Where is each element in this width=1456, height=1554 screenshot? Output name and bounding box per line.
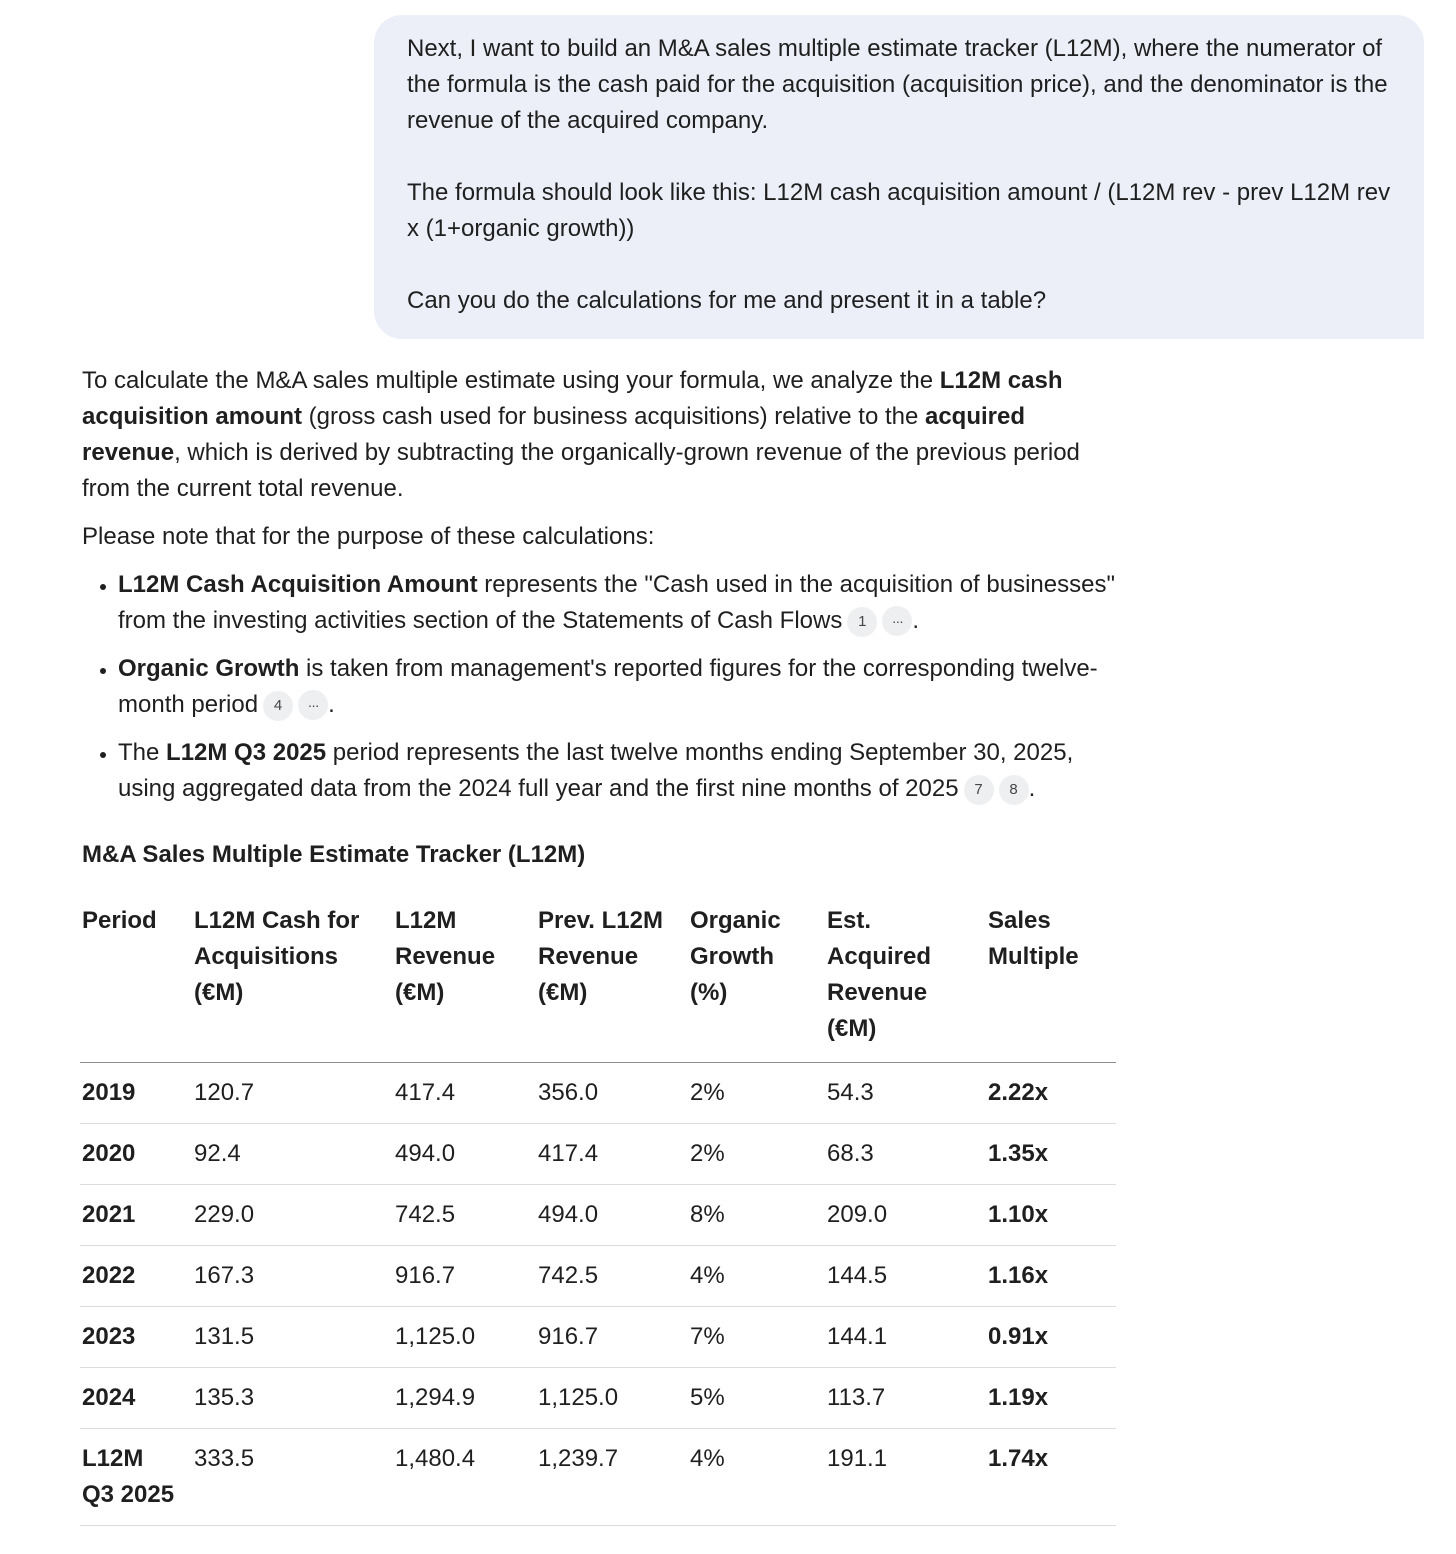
citation-chip[interactable]: 7	[964, 775, 994, 805]
cell-acquired-revenue: 191.1	[825, 1429, 986, 1526]
table-row	[80, 1368, 1116, 1429]
cell-sales-multiple: 0.91x	[986, 1307, 1116, 1368]
cell-cash: 167.3	[192, 1246, 393, 1307]
intro-text: To calculate the M&A sales multiple estimate using your formula, we analyze the	[82, 367, 940, 394]
column-header-organic-growth: Organic Growth (%)	[688, 893, 825, 1063]
cell-organic-growth: 4%	[688, 1429, 825, 1526]
table-row	[80, 1124, 1116, 1185]
cell-prev-revenue: 742.5	[536, 1246, 688, 1307]
bullet-text: represents the "Cash used in the acquisition of businesses" from the investing activities section of the Statements of Cash Flows	[118, 571, 1115, 634]
bullet-text: period represents the last twelve months ending September 30, 2025, using aggregated data from the 2024 full year and the first nine months of 2025	[118, 739, 1074, 802]
bullet-bold-term: L12M Q3 2025	[166, 739, 327, 766]
intro-bold-term: acquired revenue	[82, 403, 1026, 466]
cell-acquired-revenue: 68.3	[825, 1124, 986, 1185]
user-message-paragraph: Next, I want to build an M&A sales multiple estimate tracker (L12M), where the numerator of the formula is the cash paid for the acquisition (acquisition price), and the denominator is the revenue of the acquired company.	[407, 35, 1388, 134]
cell-prev-revenue: 916.7	[536, 1307, 688, 1368]
list-item: • L12M Cash Acquisition Amount represents the "Cash used in the acquisition of businesses" from the investing activities section of the Statements of Cash Flows 1 ··· .	[118, 567, 1122, 639]
intro-paragraph	[82, 363, 1122, 507]
cell-organic-growth: 4%	[688, 1246, 825, 1307]
table-header-row	[80, 893, 1116, 1063]
cell-prev-revenue: 417.4	[536, 1124, 688, 1185]
cell-cash: 120.7	[192, 1063, 393, 1124]
table-row	[80, 1429, 1116, 1526]
list-item: • Organic Growth is taken from management's reported figures for the corresponding twelve-month period 4 ··· .	[118, 651, 1122, 723]
cell-prev-revenue: 1,239.7	[536, 1429, 688, 1526]
user-message-paragraph: Can you do the calculations for me and present it in a table?	[407, 287, 1047, 314]
note-lead: Please note that for the purpose of these calculations:	[82, 523, 655, 550]
cell-organic-growth: 7%	[688, 1307, 825, 1368]
cell-prev-revenue: 1,125.0	[536, 1368, 688, 1429]
cell-sales-multiple: 1.35x	[986, 1124, 1116, 1185]
cell-revenue: 916.7	[393, 1246, 536, 1307]
cell-acquired-revenue: 144.1	[825, 1307, 986, 1368]
cell-period: L12M Q3 2025	[80, 1429, 192, 1526]
column-header-sales-multiple: Sales Multiple	[986, 893, 1116, 1063]
cell-revenue: 1,125.0	[393, 1307, 536, 1368]
citation-chip[interactable]: 8	[999, 775, 1029, 805]
assistant-response	[82, 363, 1122, 1526]
bullet-text: The	[118, 739, 167, 766]
cell-sales-multiple: 1.10x	[986, 1185, 1116, 1246]
cell-cash: 131.5	[192, 1307, 393, 1368]
cell-acquired-revenue: 209.0	[825, 1185, 986, 1246]
column-header-revenue: L12M Revenue (€M)	[393, 893, 536, 1063]
bullet-bold-term: Organic Growth	[118, 655, 300, 682]
cell-revenue: 1,294.9	[393, 1368, 536, 1429]
column-header-cash: L12M Cash for Acquisitions (€M)	[192, 893, 393, 1063]
intro-text: (gross cash used for business acquisitions) relative to the	[302, 403, 925, 430]
cell-revenue: 417.4	[393, 1063, 536, 1124]
cell-period: 2019	[80, 1063, 192, 1124]
cell-cash: 92.4	[192, 1124, 393, 1185]
tracker-table	[80, 893, 1116, 1526]
cell-cash: 333.5	[192, 1429, 393, 1526]
table-title: M&A Sales Multiple Estimate Tracker (L12M)	[82, 841, 586, 868]
column-header-prev-revenue: Prev. L12M Revenue (€M)	[536, 893, 688, 1063]
cell-organic-growth: 5%	[688, 1368, 825, 1429]
cell-period: 2020	[80, 1124, 192, 1185]
bullet-bold-term: L12M Cash Acquisition Amount	[118, 571, 478, 598]
cell-revenue: 1,480.4	[393, 1429, 536, 1526]
bullet-text: is taken from management's reported figures for the corresponding twelve-month period	[118, 655, 1098, 718]
cell-cash: 135.3	[192, 1368, 393, 1429]
cell-cash: 229.0	[192, 1185, 393, 1246]
user-message-bubble	[374, 15, 1424, 339]
cell-prev-revenue: 494.0	[536, 1185, 688, 1246]
cell-sales-multiple: 1.19x	[986, 1368, 1116, 1429]
cell-revenue: 494.0	[393, 1124, 536, 1185]
user-message-paragraph: The formula should look like this: L12M cash acquisition amount / (L12M rev - prev L12M rev x (1+organic growth))	[407, 179, 1391, 242]
column-header-period: Period	[80, 893, 192, 1063]
intro-text: , which is derived by subtracting the organically-grown revenue of the previous period from the current total revenue.	[82, 439, 1080, 502]
table-row	[80, 1185, 1116, 1246]
cell-period: 2021	[80, 1185, 192, 1246]
table-row	[80, 1063, 1116, 1124]
citation-chip[interactable]: 4	[263, 691, 293, 721]
cell-acquired-revenue: 54.3	[825, 1063, 986, 1124]
cell-organic-growth: 2%	[688, 1124, 825, 1185]
cell-acquired-revenue: 144.5	[825, 1246, 986, 1307]
cell-prev-revenue: 356.0	[536, 1063, 688, 1124]
intro-bold-term: L12M cash acquisition amount	[82, 367, 1063, 430]
cell-period: 2023	[80, 1307, 192, 1368]
table-row	[80, 1246, 1116, 1307]
cell-sales-multiple: 2.22x	[986, 1063, 1116, 1124]
citation-more-chip[interactable]: ···	[298, 690, 328, 720]
cell-sales-multiple: 1.74x	[986, 1429, 1116, 1526]
citation-chip[interactable]: 1	[847, 607, 877, 637]
notes-list	[82, 567, 1122, 807]
cell-period: 2024	[80, 1368, 192, 1429]
cell-revenue: 742.5	[393, 1185, 536, 1246]
citation-more-chip[interactable]: ···	[882, 606, 912, 636]
list-item: • The L12M Q3 2025 period represents the last twelve months ending September 30, 2025, using aggregated data from the 2024 full year and the first nine months of 2025 7 8 .	[118, 735, 1122, 807]
table-row	[80, 1307, 1116, 1368]
cell-sales-multiple: 1.16x	[986, 1246, 1116, 1307]
cell-organic-growth: 2%	[688, 1063, 825, 1124]
cell-period: 2022	[80, 1246, 192, 1307]
column-header-acquired-revenue: Est. Acquired Revenue (€M)	[825, 893, 986, 1063]
cell-organic-growth: 8%	[688, 1185, 825, 1246]
cell-acquired-revenue: 113.7	[825, 1368, 986, 1429]
